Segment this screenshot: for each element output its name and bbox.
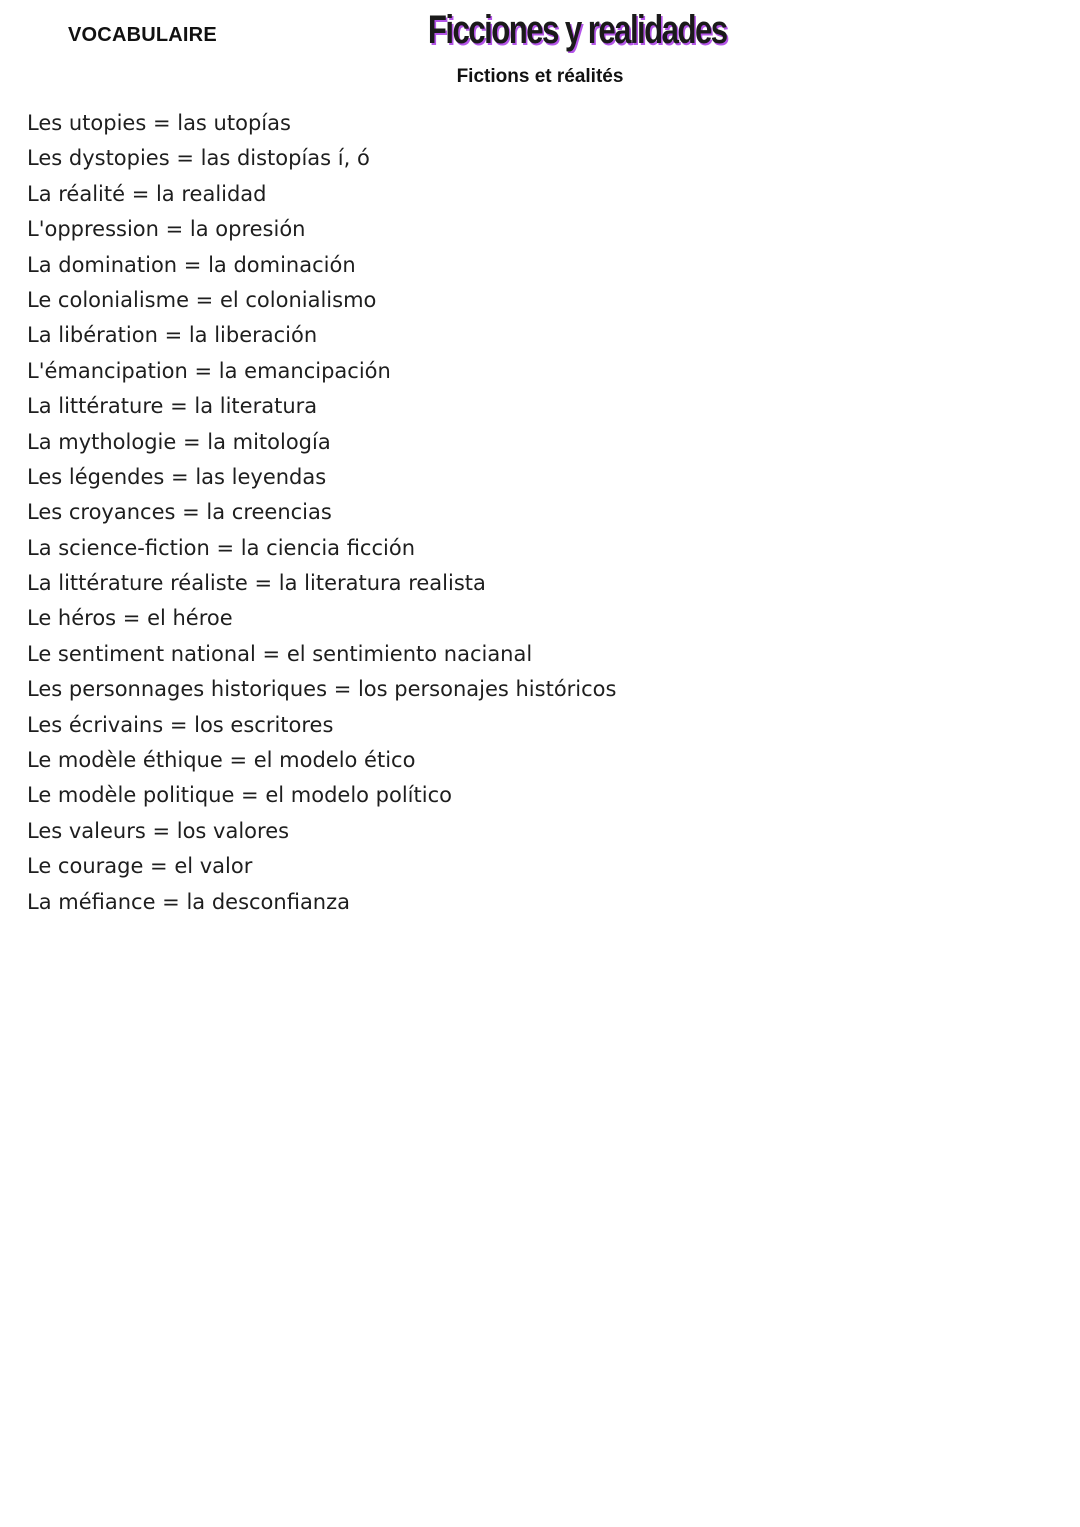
vocabulary-item: La réalité = la realidad — [27, 181, 267, 206]
vocabulary-item: Le sentiment national = el sentimiento nacianal — [27, 641, 533, 666]
vocabulary-item: Le héros = el héroe — [27, 606, 233, 631]
vocabulary-item: Les légendes = las leyendas — [27, 464, 327, 489]
vocabulary-item: Le modèle politique = el modelo político — [27, 783, 452, 808]
vocabulary-item: Le modèle éthique = el modelo ético — [27, 748, 416, 773]
vocabulary-item: Les utopies = las utopías — [27, 111, 291, 135]
vocabulary-item: La méfiance = la desconfianza — [27, 889, 351, 914]
vocabulary-item: Les écrivains = los escritores — [27, 712, 334, 737]
page-title: Ficciones y realidades — [427, 8, 727, 52]
vocabulary-item: Les croyances = la creencias — [27, 500, 332, 525]
vocabulary-item: L'émancipation = la emancipación — [27, 358, 391, 383]
vocabulary-item: La mythologie = la mitología — [27, 429, 331, 454]
vocabulary-item: Les dystopies = las distopías í, ó — [27, 146, 370, 171]
vocabulary-item: Les valeurs = los valores — [27, 818, 290, 843]
vocabulary-item: L'oppression = la opresión — [27, 217, 306, 242]
vocabulary-item: La domination = la dominación — [27, 252, 356, 277]
vocabulary-item: La science-fiction = la ciencia ficción — [27, 535, 416, 560]
section-label: VOCABULAIRE — [68, 24, 217, 46]
vocabulary-item: Les personnages historiques = los personajes históricos — [27, 677, 617, 702]
vocabulary-item: La littérature = la literatura — [27, 394, 318, 419]
page-subtitle: Fictions et réalités — [456, 66, 624, 87]
vocabulary-item: Le courage = el valor — [27, 854, 253, 879]
vocabulary-list — [27, 106, 616, 920]
vocabulary-item: Le colonialisme = el colonialismo — [27, 287, 377, 312]
vocabulary-item: La libération = la liberación — [27, 323, 318, 348]
vocabulary-item: La littérature réaliste = la literatura realista — [27, 571, 486, 596]
